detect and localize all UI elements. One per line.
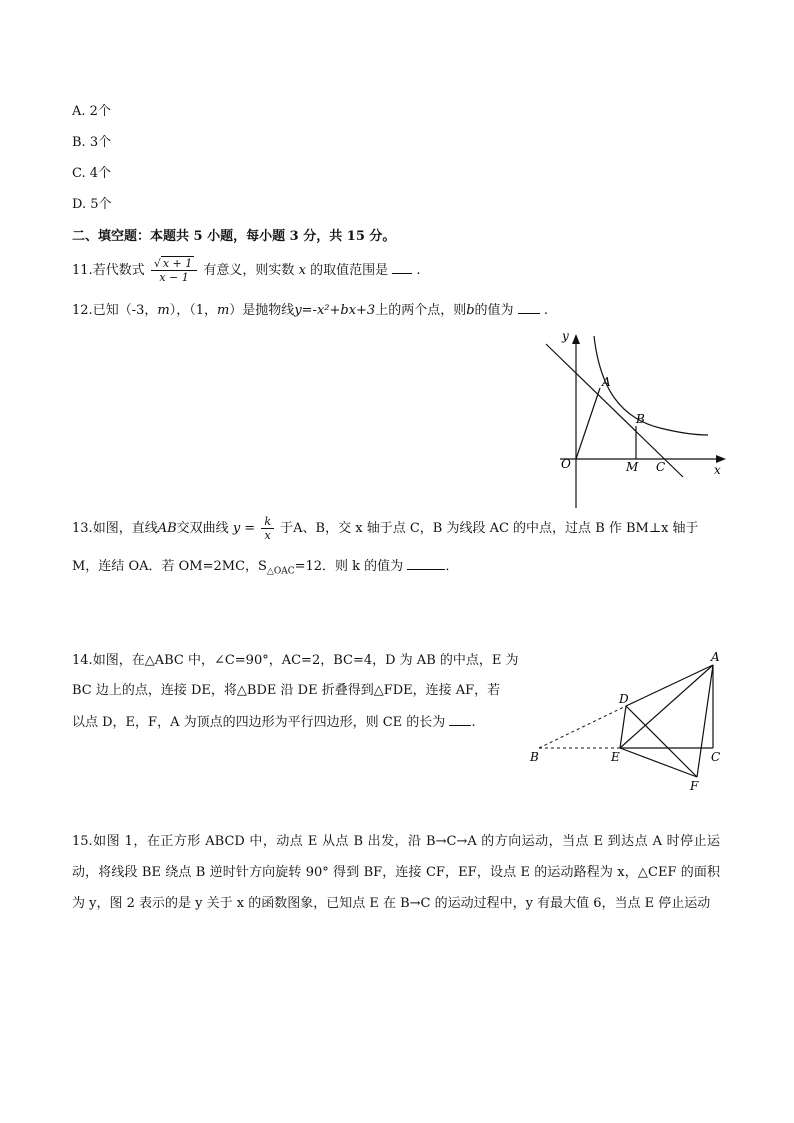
question-14-line2 xyxy=(72,682,500,700)
subscript: △OAC xyxy=(266,566,295,577)
segment-df xyxy=(626,706,697,777)
fraction-numerator: k xyxy=(261,515,274,529)
q13-figure xyxy=(540,328,730,517)
question-text: 于 xyxy=(280,521,294,536)
heading-number: 15 xyxy=(346,229,365,244)
question-11 xyxy=(72,256,421,286)
question-text: M，连结 OA．若 OM=2MC，S xyxy=(72,559,267,574)
section-heading xyxy=(72,228,395,246)
hyperbola-diagram xyxy=(540,328,730,513)
option-letter: D. xyxy=(72,197,87,212)
question-text: 如图，在△ABC 中，∠C=90°，AC=2，BC=4，D 为 AB 的中点，E 为 xyxy=(92,653,519,668)
question-text: BC 边上的点，连接 DE，将△BDE 沿 DE 折叠得到△FDE，连接 AF，若 xyxy=(72,683,501,698)
label: E xyxy=(611,750,620,764)
fold-triangle-diagram xyxy=(525,645,735,800)
heading-text: 小题，每小题 xyxy=(207,229,286,244)
label: O xyxy=(561,457,571,471)
question-text: A、B，交 x 轴于点 C，B 为线段 AC 的中点，过点 B 作 BM⊥x 轴于 xyxy=(293,521,699,536)
label: B xyxy=(636,412,645,426)
sqrt-fraction xyxy=(151,257,197,284)
question-12 xyxy=(72,301,548,320)
answer-blank[interactable] xyxy=(392,261,412,274)
option-unit: 个 xyxy=(98,166,112,181)
fraction-denominator: x xyxy=(264,529,271,542)
question-number: 13. xyxy=(72,521,93,536)
question-text: 如图，直线 xyxy=(92,521,158,536)
label: A xyxy=(711,650,720,664)
variable: m xyxy=(216,303,230,318)
answer-blank[interactable] xyxy=(449,713,471,726)
option-count: 4 xyxy=(89,166,99,181)
question-text: . xyxy=(543,303,548,318)
segment-ea xyxy=(620,665,713,748)
question-15 xyxy=(72,826,720,919)
x-axis-arrow xyxy=(716,455,726,463)
label: D xyxy=(619,692,629,706)
heading-text: 分，共 xyxy=(303,229,343,244)
question-text: 若代数式 xyxy=(92,263,145,278)
question-text: 以点 D，E，F，A 为顶点的四边形为平行四边形，则 CE 的长为 xyxy=(72,715,446,730)
variable: x xyxy=(298,263,306,278)
option-unit: 个 xyxy=(98,135,112,150)
label: C xyxy=(711,750,721,764)
question-text: =12．则 k 的值为 xyxy=(294,559,404,574)
question-13-line1 xyxy=(72,514,699,544)
question-14-line3 xyxy=(72,713,476,732)
hyperbola-curve xyxy=(594,336,708,435)
question-text: 已知（-3， xyxy=(92,303,158,318)
question-text: 的值为 xyxy=(474,303,514,318)
question-text: 如图 1，在正方形 ABCD 中，动点 E 从点 B 出发，沿 B→C→A 的方向运动，当点 E 到达点 A 时停止运动，将线段 BE 绕点 B 逆时针方向旋转 90° 得到 BF，连接 CF，EF，设点 E 的运动路程为 x，△CEF 的面积为 y，图 2 表示的是 y 关于 x 的函数图象，已知点 E 在 B→C 的运动过程中，y 有最大值 6，当点 E 停止运动 xyxy=(72,834,720,911)
variable: m xyxy=(157,303,170,318)
option-unit: 个 xyxy=(98,197,112,212)
parabola-equation: y=-x²+bx+3 xyxy=(294,303,376,318)
option-letter: A. xyxy=(72,104,86,119)
option-count: 3 xyxy=(89,135,99,150)
heading-text: 分。 xyxy=(369,229,396,244)
heading-text: 二、填空题：本题共 xyxy=(72,229,190,244)
option-c xyxy=(72,165,111,183)
question-text: ），（1， xyxy=(169,303,217,318)
question-text: 交双曲线 xyxy=(176,521,229,536)
option-count: 2 xyxy=(89,104,98,119)
segment-oa xyxy=(576,388,600,459)
q14-figure xyxy=(525,645,735,804)
heading-number: 5 xyxy=(193,229,203,244)
segment-de xyxy=(620,706,626,748)
answer-blank[interactable] xyxy=(518,301,540,314)
question-text: . xyxy=(416,263,421,278)
label: A xyxy=(602,375,611,389)
segment-ef xyxy=(620,748,697,777)
question-number: 11. xyxy=(72,263,93,278)
fraction-numerator: x + 1 xyxy=(162,257,193,270)
segment-da xyxy=(626,665,713,706)
k-over-x-fraction xyxy=(261,515,274,542)
label: B xyxy=(530,750,539,764)
question-text: 有意义，则实数 xyxy=(203,263,295,278)
question-13-line2 xyxy=(72,557,458,581)
question-number: 14. xyxy=(72,653,93,668)
segment-bd-dashed xyxy=(539,706,626,748)
label: y xyxy=(562,329,569,343)
variable: AB xyxy=(157,521,177,536)
label: F xyxy=(690,779,699,793)
question-number: 15. xyxy=(72,834,93,849)
fraction-denominator: x − 1 xyxy=(159,271,189,284)
question-number: 12. xyxy=(72,303,93,318)
question-14-line1 xyxy=(72,652,519,670)
question-text: 的取值范围是 xyxy=(310,263,389,278)
option-b xyxy=(72,134,111,152)
y-axis-arrow xyxy=(572,334,580,344)
label: x xyxy=(714,463,721,477)
variable: b xyxy=(466,303,475,318)
option-count: 5 xyxy=(90,197,99,212)
question-text: 上的两个点，则 xyxy=(375,303,467,318)
option-d xyxy=(72,196,112,214)
option-letter: B. xyxy=(72,135,86,150)
option-unit: 个 xyxy=(97,104,111,119)
label: M xyxy=(626,460,639,474)
question-text: ）是抛物线 xyxy=(229,303,295,318)
sqrt-sign: √ xyxy=(153,257,161,270)
question-text: ． xyxy=(445,559,459,574)
heading-number: 3 xyxy=(289,229,299,244)
function-lhs: y = xyxy=(232,521,256,536)
option-a xyxy=(72,103,111,121)
option-letter: C. xyxy=(72,166,86,181)
label: C xyxy=(656,460,666,474)
answer-blank[interactable] xyxy=(407,557,445,570)
question-text: . xyxy=(471,715,476,730)
